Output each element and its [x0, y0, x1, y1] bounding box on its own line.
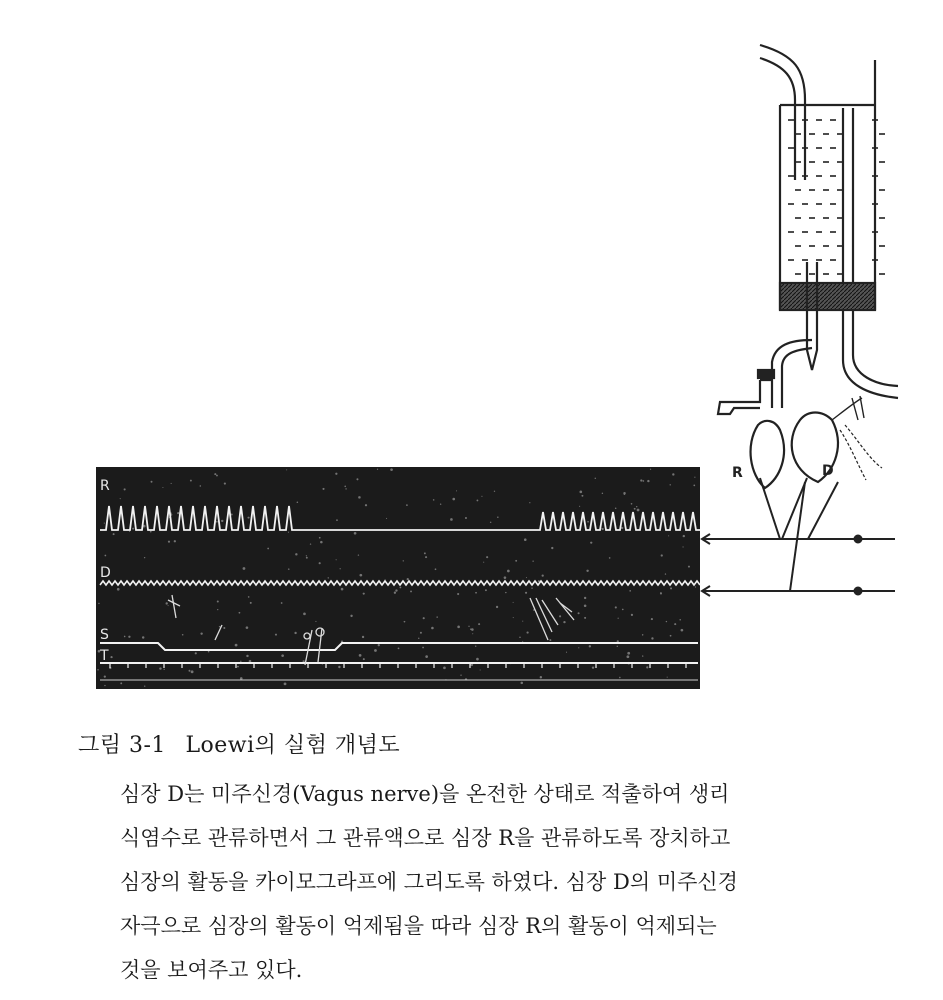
heart-label-d: D [822, 463, 834, 479]
trace-label-t: T [100, 648, 109, 664]
figure-caption [78, 728, 400, 759]
description-line-2: 식염수로 관류하면서 그 관류액으로 심장 R을 관류하도록 장치하고 [120, 826, 731, 850]
trace-label-d: D [100, 565, 111, 581]
lever-lines [702, 478, 895, 596]
perfusion-apparatus [718, 45, 898, 488]
kymograph-record [96, 467, 700, 689]
trace-label-s: S [100, 627, 109, 643]
trace-label-r: R [100, 478, 110, 494]
description-line-4: 자극으로 심장의 활동이 억제됨을 따라 심장 R의 활동이 억제되는 [120, 914, 717, 938]
figure-description [120, 772, 920, 992]
figure-number: 그림 3-1 [78, 733, 166, 758]
description-line-5: 것을 보여주고 있다. [120, 958, 303, 982]
figure-title: Loewi의 실험 개념도 [185, 733, 401, 758]
description-line-3: 심장의 활동을 카이모그라프에 그리도록 하였다. 심장 D의 미주신경 [120, 870, 738, 894]
description-line-1: 심장 D는 미주신경(Vagus nerve)을 온전한 상태로 적출하여 생리 [120, 782, 730, 806]
heart-label-r: R [732, 465, 743, 481]
